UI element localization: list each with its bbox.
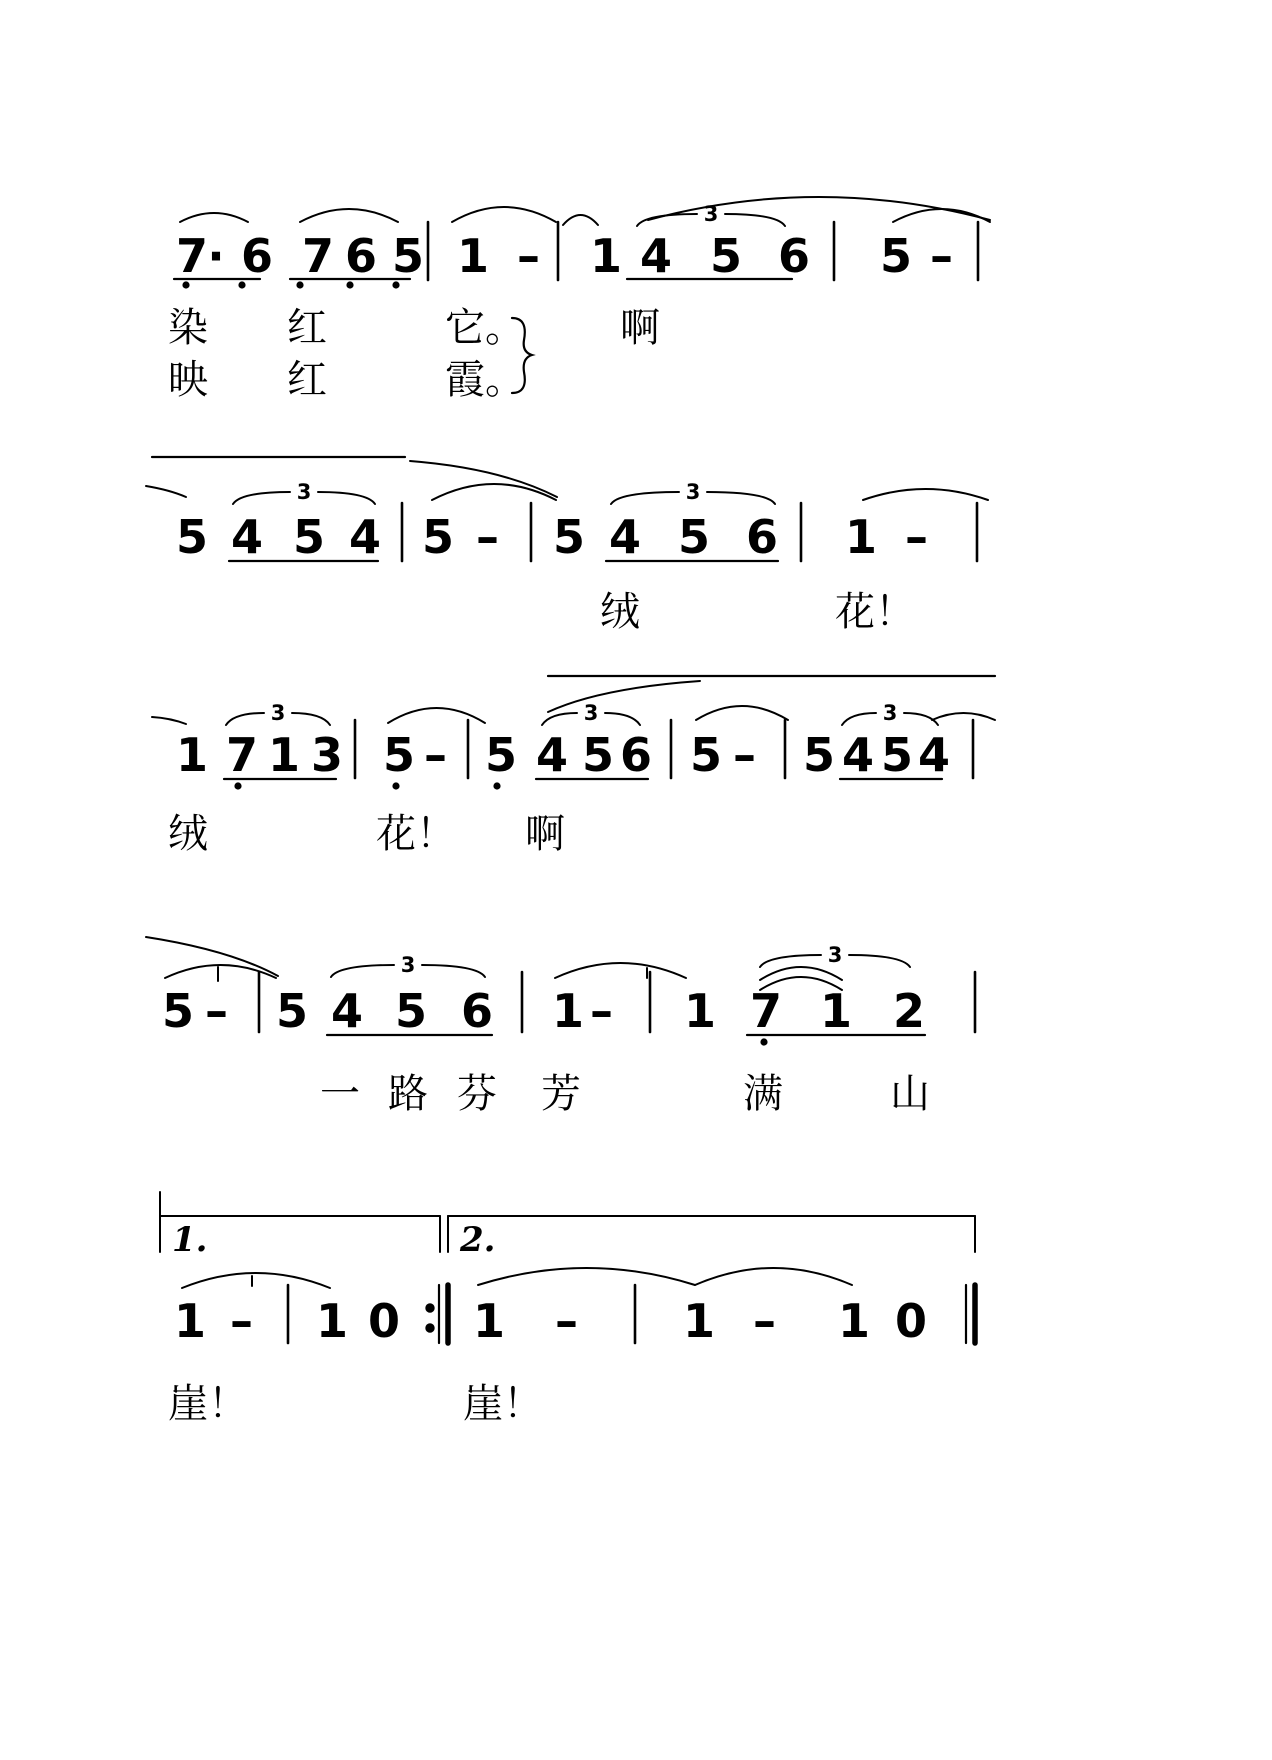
note-digit: 5 [276, 984, 309, 1038]
triplet-number: 3 [296, 480, 312, 504]
triplet-number: 3 [270, 701, 286, 725]
note-digit: 5 [395, 984, 428, 1038]
triplet-bracket [842, 713, 876, 725]
note-digit: 1 [268, 728, 301, 782]
note-digit: 3 [311, 728, 344, 782]
slur [695, 1268, 852, 1285]
note-digit: – [230, 1294, 253, 1348]
note-digit: 1 [457, 229, 490, 283]
lyric-syllable: 映 [168, 357, 208, 403]
slur [863, 489, 988, 500]
triplet-number: 3 [685, 480, 701, 504]
slur [478, 1268, 695, 1285]
slur [555, 963, 686, 978]
octave-dot [392, 782, 399, 789]
lyric-syllable: 绒 [600, 589, 640, 635]
lyric-syllable: 绒 [168, 811, 208, 857]
note-digit: 4 [536, 728, 569, 782]
note-digit: 6 [345, 229, 378, 283]
lyric-syllable: 啊 [620, 305, 660, 351]
note-digit: 1 [820, 984, 853, 1038]
note-digit: 6 [241, 229, 274, 283]
tie-to-next [932, 713, 995, 720]
note-digit: – [476, 510, 499, 564]
score-lyrics [168, 305, 930, 1427]
note-digit: – [555, 1294, 578, 1348]
triplet-bracket [542, 713, 577, 725]
lyric-syllable: 霞。 [445, 357, 525, 403]
lyric-syllable: 花！ [376, 811, 456, 857]
note-digit: 5 [392, 229, 425, 283]
note-digit: 4 [609, 510, 642, 564]
lyric-syllable: 满 [743, 1071, 783, 1117]
triplet-bracket [725, 214, 785, 226]
lyric-syllable: 啊 [525, 811, 565, 857]
triplet-bracket [760, 955, 821, 967]
volta-first-ending: 1. [172, 1220, 208, 1260]
triplet-bracket [233, 492, 290, 504]
note-digit: 5 [422, 510, 455, 564]
lyric-syllable: 红 [287, 357, 327, 403]
triplet-bracket [611, 492, 679, 504]
octave-dot [760, 1038, 767, 1045]
note-digit: 1 [176, 728, 209, 782]
lyric-syllable: 崖！ [463, 1381, 543, 1427]
note-digit: 6 [778, 229, 811, 283]
slur [182, 1273, 330, 1288]
note-digit: 5 [881, 728, 914, 782]
score-notes [162, 229, 953, 1348]
lyric-syllable: 红 [287, 305, 327, 351]
note-digit: – [424, 728, 447, 782]
note-digit: 7 [750, 984, 783, 1038]
lyric-syllable: 花！ [835, 589, 915, 635]
note-digit: 6 [620, 728, 653, 782]
triplet-bracket [707, 492, 775, 504]
note-digit: – [590, 984, 613, 1038]
note-digit: 7 [302, 229, 335, 283]
tie-from-previous [152, 717, 186, 724]
octave-dot [234, 782, 241, 789]
tie-from-previous [146, 486, 186, 497]
note-digit: 5 [485, 728, 518, 782]
slur [432, 484, 556, 500]
note-digit: 5 [690, 728, 723, 782]
note-digit: 4 [331, 984, 364, 1038]
phrase-slur [548, 681, 700, 712]
note-digit: – [733, 728, 756, 782]
lyric-syllable: 芬 [457, 1071, 497, 1117]
note-digit: – [753, 1294, 776, 1348]
note-digit: 1 [174, 1294, 207, 1348]
note-digit: 2 [893, 984, 926, 1038]
note-digit: 0 [368, 1294, 401, 1348]
note-digit: 4 [842, 728, 875, 782]
triplet-bracket [422, 965, 485, 977]
note-digit: 1 [473, 1294, 506, 1348]
triplet-bracket [637, 214, 697, 226]
note-digit: 0 [895, 1294, 928, 1348]
slur [388, 708, 485, 723]
lyric-syllable: 路 [388, 1071, 428, 1117]
triplet-number: 3 [703, 202, 719, 226]
note-digit: 7 [226, 728, 259, 782]
note-digit: 5 [678, 510, 711, 564]
lyric-syllable: 崖！ [168, 1381, 248, 1427]
slur [180, 213, 248, 222]
repeat-dot [426, 1304, 433, 1311]
note-digit: 7 [176, 229, 209, 283]
note-digit: 6 [746, 510, 779, 564]
lyric-syllable: 一 [320, 1071, 360, 1117]
note-digit: – [930, 229, 953, 283]
lyric-syllable: 芳 [541, 1071, 581, 1117]
note-digit: 1 [845, 510, 878, 564]
volta-second-ending: 2. [460, 1220, 496, 1260]
note-digit: 1 [683, 1294, 716, 1348]
note-digit: 4 [918, 728, 951, 782]
note-digit: 4 [231, 510, 264, 564]
slur [452, 207, 556, 222]
slur [696, 706, 788, 720]
note-digit: 5 [176, 510, 209, 564]
lyric-syllable: 它。 [445, 305, 525, 351]
note-digit: · [207, 229, 225, 283]
slur [300, 209, 398, 222]
note-digit: 5 [803, 728, 836, 782]
triplet-number: 3 [882, 701, 898, 725]
note-digit: – [905, 510, 928, 564]
octave-dot [493, 782, 500, 789]
note-digit: – [205, 984, 228, 1038]
slur [760, 967, 842, 980]
note-digit: 5 [582, 728, 615, 782]
triplet-bracket [226, 713, 264, 725]
note-digit: 4 [349, 510, 382, 564]
note-digit: 1 [838, 1294, 871, 1348]
triplet-number: 3 [827, 943, 843, 967]
repeat-dot [426, 1324, 433, 1331]
triplet-bracket [318, 492, 375, 504]
triplet-bracket [904, 713, 938, 725]
triplet-bracket [331, 965, 394, 977]
note-digit: 6 [461, 984, 494, 1038]
note-digit: 4 [640, 229, 673, 283]
note-digit: 5 [383, 728, 416, 782]
note-digit: 5 [553, 510, 586, 564]
note-digit: 1 [552, 984, 585, 1038]
note-digit: 1 [590, 229, 623, 283]
note-digit: 1 [316, 1294, 349, 1348]
note-digit: 5 [710, 229, 743, 283]
note-digit: – [517, 229, 540, 283]
triplet-bracket [605, 713, 640, 725]
triplet-number: 3 [583, 701, 599, 725]
lyric-syllable: 染 [168, 305, 208, 351]
triplet-number: 3 [400, 953, 416, 977]
note-digit: 5 [880, 229, 913, 283]
triplet-bracket [849, 955, 910, 967]
tie [563, 215, 598, 225]
note-digit: 1 [684, 984, 717, 1038]
lyric-syllable: 山 [890, 1071, 930, 1117]
triplet-bracket [292, 713, 330, 725]
note-digit: 5 [162, 984, 195, 1038]
slur [893, 209, 990, 222]
note-digit: 5 [293, 510, 326, 564]
